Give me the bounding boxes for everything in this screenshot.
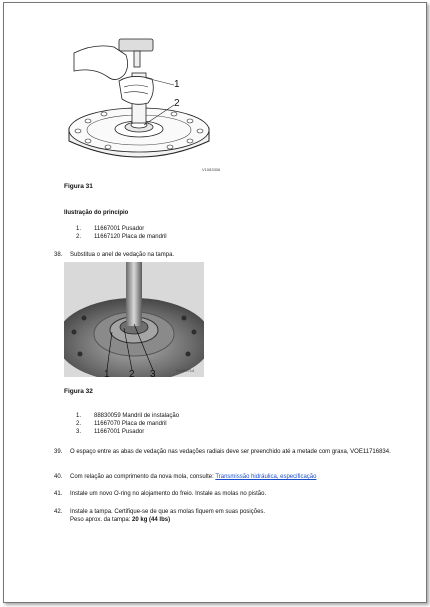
figure-32-callout-3: 3 bbox=[150, 369, 156, 380]
cover-weight-value: 20 kg (44 lbs) bbox=[132, 517, 171, 523]
list-item: 2. 11667120 Placa de mandril bbox=[76, 234, 167, 240]
list-item: 3. 11667001 Pusador bbox=[76, 429, 145, 435]
figure-31-caption: Figura 31 bbox=[64, 183, 93, 190]
step-40: 40. Com relação ao comprimento da nova mola, consulte: Transmissão hidráulica, especificação bbox=[54, 474, 317, 480]
figure-32-photo bbox=[64, 262, 204, 377]
principle-title: Ilustração do princípio bbox=[64, 210, 129, 216]
step-39: 39. O espaço entre as abas de vedação nas vedações radiais deve ser preenchido até a metade com graxa, VOE11716834. bbox=[54, 449, 391, 455]
figure-32-code: V1080714 bbox=[176, 368, 195, 373]
step-38: 38. Substitua o anel de vedação na tampa. bbox=[54, 252, 175, 258]
figure-31-callout-1: 1 bbox=[174, 79, 180, 90]
figure-31-illustration bbox=[64, 33, 214, 173]
list-item: 2. 11667070 Placa de mandril bbox=[76, 421, 167, 427]
list-item: 1. 88830059 Mandril de instalação bbox=[76, 413, 180, 419]
figure-32-callout-2: 2 bbox=[129, 369, 135, 380]
figure-32-caption: Figura 32 bbox=[64, 388, 93, 395]
figure-32-parts-list bbox=[76, 412, 179, 436]
figure-32-callout-1: 1 bbox=[104, 369, 110, 380]
figure-31-callout-2: 2 bbox=[174, 98, 180, 109]
document-page bbox=[3, 2, 427, 603]
cover-weight-label: Peso aprox. da tampa: bbox=[70, 517, 131, 523]
step-42: 42. Instale a tampa. Certifique-se de que as molas fiquem em suas posições. Peso aprox. da tampa: 20 kg (44 lbs) bbox=[54, 509, 266, 523]
step-41: 41. Instale um novo O-ring no alojamento do freio. Instale as molas no pistão. bbox=[54, 491, 267, 497]
specification-link[interactable]: Transmissão hidráulica, especificação bbox=[215, 474, 317, 480]
list-item: 1. 11667001 Pusador bbox=[76, 226, 145, 232]
figure-31-code: V1083306 bbox=[202, 167, 221, 172]
figure-31-parts-list bbox=[76, 225, 167, 241]
